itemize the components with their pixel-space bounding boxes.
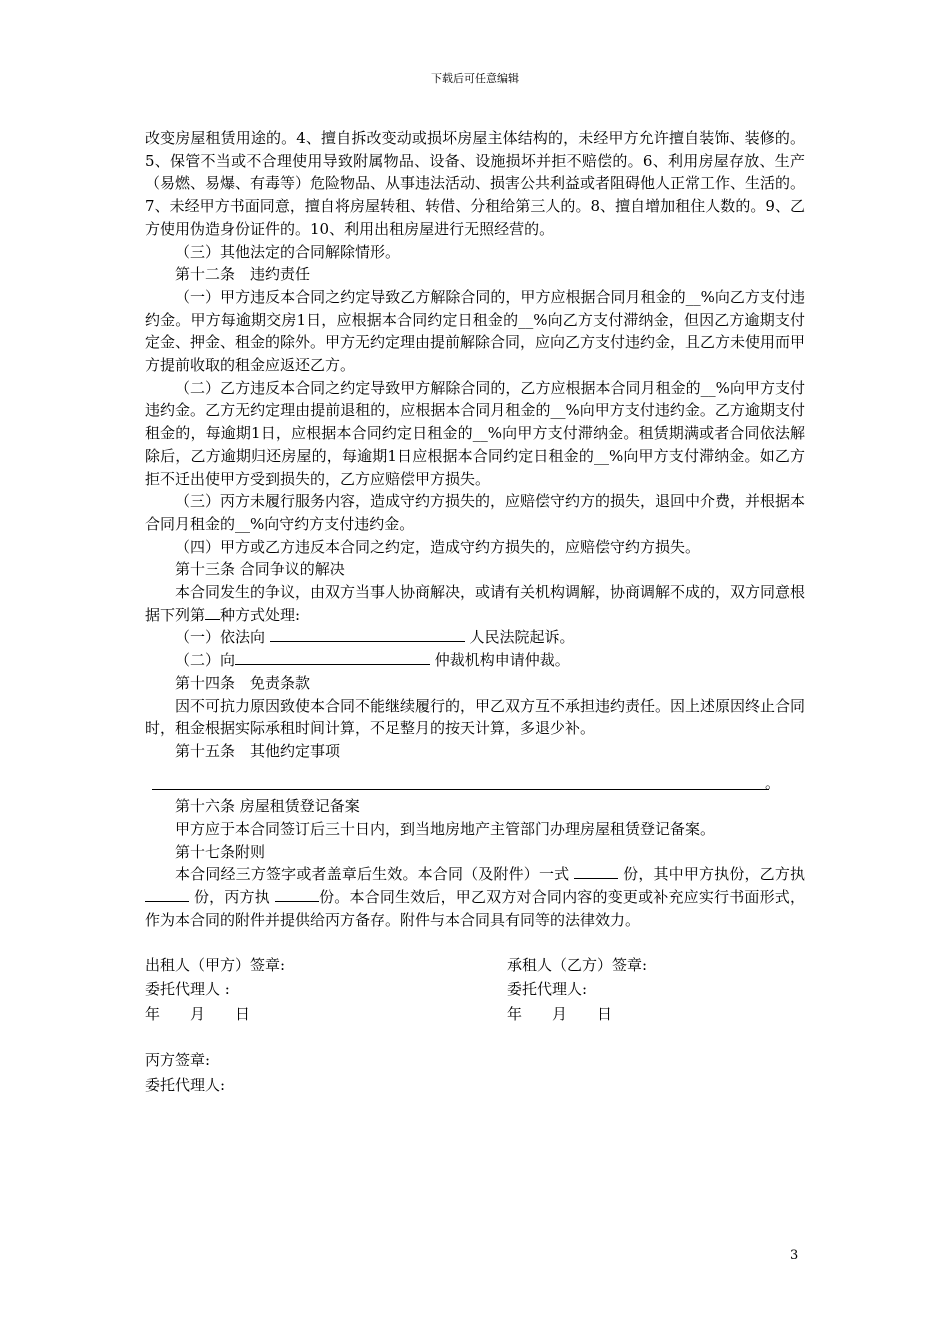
- day-label: 日: [597, 1004, 613, 1023]
- paragraph-other-legal: （三）其他法定的合同解除情形。: [175, 242, 401, 261]
- lessee-signature-label[interactable]: 承租人（乙方）签章:: [507, 955, 648, 974]
- article-12-clause-1: （一）甲方违反本合同之约定导致乙方解除合同的，甲方应根据合同月租金的__%向乙方支付违约金。甲方每逾期交房1日，应根据本合同约定日租金的__%向乙方支付滞纳金，但因乙方逾期支付定金、押金、租金的除外。甲方无约定理由提前解除合同，应向乙方支付违约金，且乙方未使用而甲方提前收取的租金应返还乙方。: [145, 287, 806, 375]
- other-terms-line: [145, 772, 805, 795]
- court-name-blank[interactable]: [270, 626, 465, 642]
- article-14-heading: 第十四条 免责条款: [175, 673, 311, 692]
- month-label: 月: [552, 1004, 568, 1023]
- other-terms-blank[interactable]: [152, 789, 769, 790]
- month-label: 月: [190, 1004, 206, 1023]
- option-1-prefix: （一）依法向: [175, 628, 270, 647]
- article-17-text-b: 份，其中甲方执份，乙方执: [618, 865, 805, 884]
- lessor-agent-label[interactable]: 委托代理人 :: [145, 980, 230, 999]
- copies-lessee-blank[interactable]: [145, 886, 189, 902]
- copies-total-blank[interactable]: [574, 863, 618, 879]
- article-17-text-d: 份。本合同生效后，甲乙双方对合同内容的变更或补充应实行书面形式，作为本合同的附件并提供给丙方备存。附件与本合同具有同等的法律效力。: [145, 888, 805, 929]
- signature-row-agents: [145, 978, 805, 1003]
- article-15-heading: 第十五条 其他约定事项: [175, 741, 341, 760]
- lessor-signature-label[interactable]: 出租人（甲方）签章:: [145, 955, 286, 974]
- article-13-intro-text-end: 种方式处理:: [220, 605, 301, 624]
- article-12-clause-4: （四）甲方或乙方违反本合同之约定，造成守约方损失的，应赔偿守约方损失。: [175, 537, 701, 556]
- lessee-agent-label[interactable]: 委托代理人:: [507, 980, 588, 999]
- signature-row-dates: [145, 1003, 805, 1028]
- page-number: 3: [790, 1248, 799, 1263]
- article-12-clause-3: （三）丙方未履行服务内容，造成守约方损失的，应赔偿守约方的损失，退回中介费，并根据本合同月租金的__%向守约方支付违约金。: [145, 492, 806, 533]
- arbitration-body-blank[interactable]: [235, 649, 430, 665]
- article-12-heading: 第十二条 违约责任: [175, 265, 311, 284]
- article-17-text-c: 份，丙方执: [189, 888, 275, 907]
- lessee-date[interactable]: [507, 1003, 805, 1028]
- article-13-intro-text: 本合同发生的争议，由双方当事人协商解决，或请有关机构调解，协商调解不成的，双方同意根据下列第: [145, 583, 806, 624]
- article-13-option-2: [145, 649, 805, 672]
- year-label: 年: [507, 1004, 523, 1023]
- option-2-prefix: （二）向: [175, 651, 236, 670]
- party-c-signature-label[interactable]: 丙方签章:: [145, 1051, 211, 1070]
- option-1-suffix: 人民法院起诉。: [464, 628, 575, 647]
- party-c-signature-row: [145, 1049, 805, 1074]
- signature-row-parties: [145, 954, 805, 979]
- article-13-intro: [145, 581, 805, 626]
- copies-party-c-blank[interactable]: [275, 886, 319, 902]
- day-label: 日: [235, 1004, 251, 1023]
- article-16-heading: 第十六条 房屋租赁登记备案: [175, 797, 360, 816]
- year-label: 年: [145, 1004, 161, 1023]
- party-c-agent-label[interactable]: 委托代理人:: [145, 1075, 226, 1094]
- other-terms-period: 。: [765, 773, 781, 792]
- party-c-agent-row: [145, 1074, 805, 1099]
- article-17-heading: 第十七条附则: [175, 842, 266, 861]
- option-2-suffix: 仲裁机构申请仲裁。: [430, 651, 570, 670]
- article-12-clause-2: （二）乙方违反本合同之约定导致甲方解除合同的，乙方应根据本合同月租金的__%向甲方支付违约金。乙方无约定理由提前退租的，应根据本合同月租金的__%向甲方支付违约金。乙方逾期支付租金的，每逾期1日，应根据本合同约定日租金的__%向甲方支付滞纳金。租赁期满或者合同依法解除后，乙方逾期归还房屋的，每逾期1日应根据本合同约定日租金的__%向甲方支付滞纳金。如乙方拒不迁出使甲方受到损失的，乙方应赔偿甲方损失。: [145, 378, 805, 488]
- page-header: 下载后可任意编辑: [431, 72, 519, 85]
- article-16-body: 甲方应于本合同签订后三十日内，到当地房地产主管部门办理房屋租赁登记备案。: [175, 820, 716, 839]
- article-17-text-a: 本合同经三方签字或者盖章后生效。本合同（及附件）一式: [175, 865, 575, 884]
- method-number-blank[interactable]: [205, 604, 220, 620]
- contract-body: [145, 127, 805, 1098]
- article-17-body: [145, 863, 805, 931]
- paragraph-termination-cases: 改变房屋租赁用途的。4、擅自拆改变动或损坏房屋主体结构的，未经甲方允许擅自装饰、装修的。5、保管不当或不合理使用导致附属物品、设备、设施损坏并拒不赔偿的。6、利用房屋存放、生产（易燃、易爆、有毒等）危险物品、从事违法活动、损害公共利益或者阻碍他人正常工作、生活的。 7、未经甲方书面同意，擅自将房屋转租、转借、分租给第三人的。8、擅自增加租住人数的。9、乙方使用伪造身份证件的。10、利用出租房屋进行无照经营的。: [145, 129, 806, 238]
- article-13-heading: 第十三条 合同争议的解决: [175, 560, 345, 579]
- article-13-option-1: [145, 626, 805, 649]
- article-14-body: 因不可抗力原因致使本合同不能继续履行的，甲乙双方互不承担违约责任。因上述原因终止合同时，租金根据实际承租时间计算，不足整月的按天计算，多退少补。: [145, 696, 806, 738]
- lessor-date[interactable]: [145, 1003, 507, 1028]
